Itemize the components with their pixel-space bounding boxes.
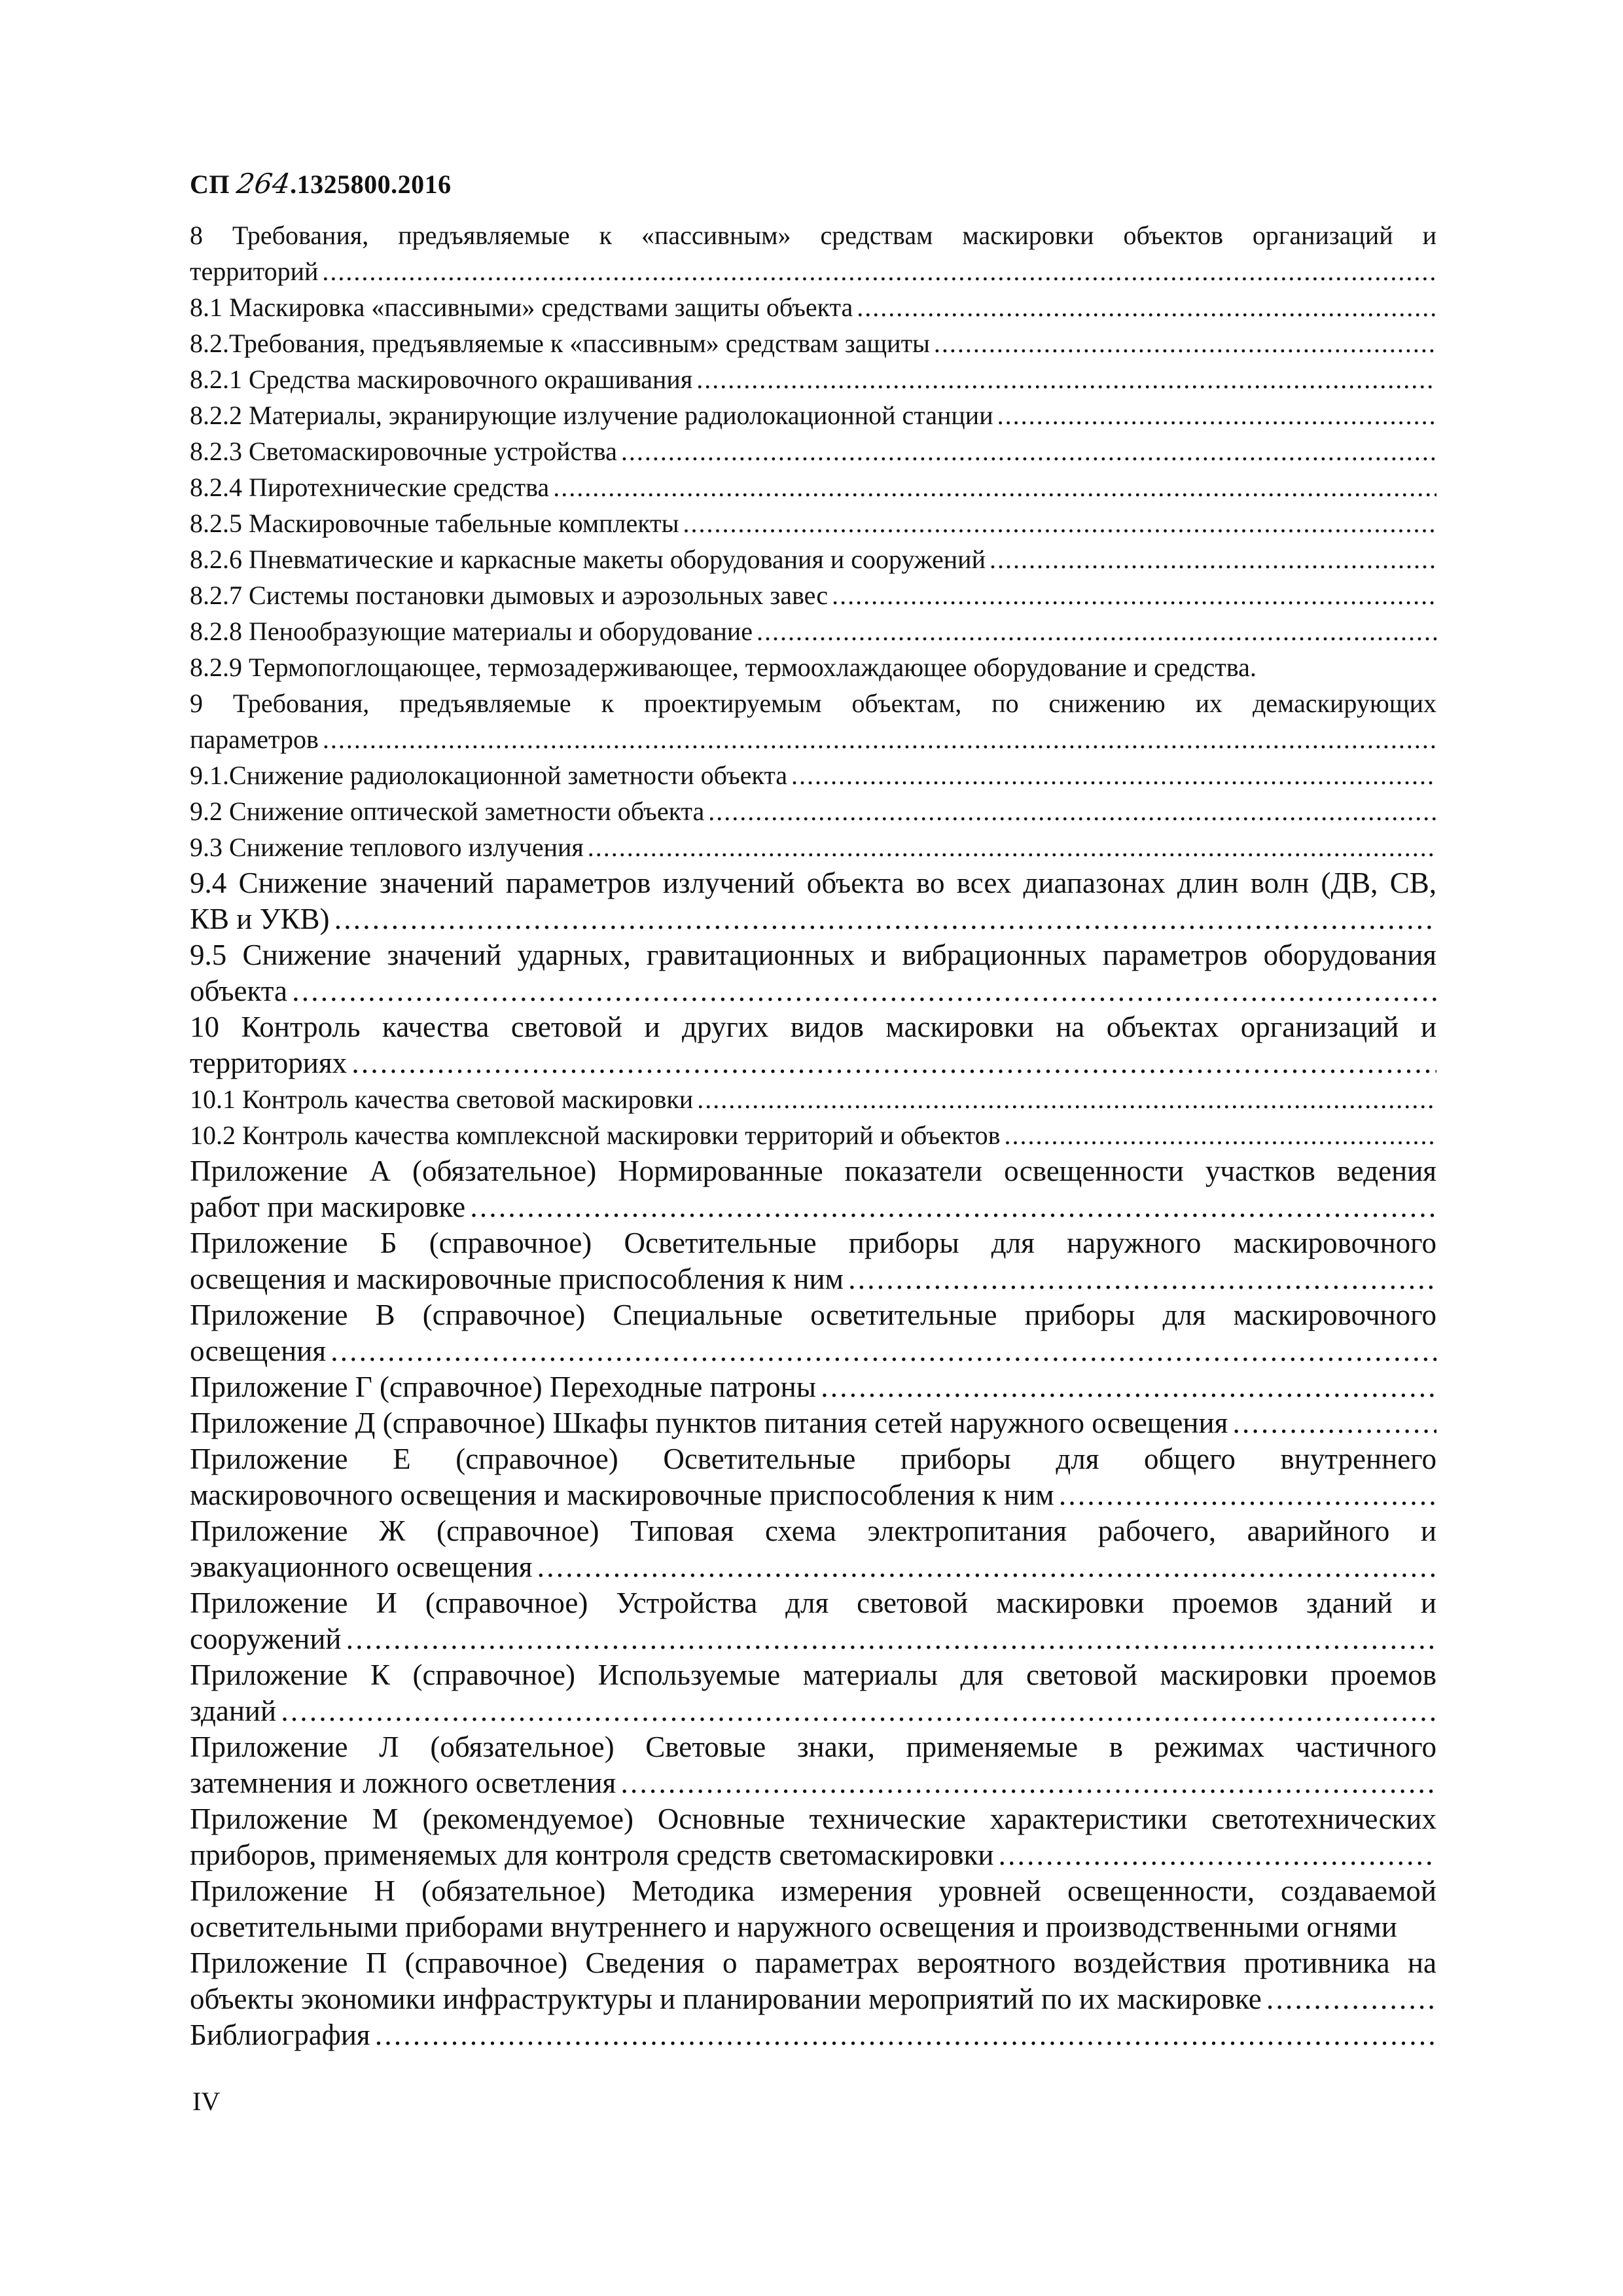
toc-entry [190, 217, 1436, 289]
toc-entry-line: приборов, применяемых для контроля средств светомаскировки . . . [190, 1837, 1436, 1873]
toc-entry-line: 10.2 Контроль качества комплексной маскировки территорий и объектов . . . [190, 1117, 1436, 1153]
toc-entry [190, 1153, 1436, 1225]
toc-entry-line: 8.2.Требования, предъявляемые к «пассивным» средствам защиты . . . [190, 325, 1436, 361]
toc-entry [190, 1225, 1436, 1297]
toc-entry [190, 1873, 1436, 1945]
toc-entry [190, 1657, 1436, 1729]
toc-entry-line: 8.2.2 Материалы, экранирующие излучение радиолокационной станции . . . [190, 397, 1436, 433]
toc-entry-line: Приложение А (обязательное) Нормированные показатели освещенности участков ведения [190, 1155, 1436, 1187]
toc-entry-line: 9.1.Снижение радиолокационной заметности объекта . . . [190, 757, 1436, 793]
toc-entry-line: осветительными приборами внутреннего и наружного освещения и производственными огнями [190, 1910, 1397, 1943]
toc-entry [190, 361, 1436, 397]
toc-entry-line: работ при маскировке . . . [190, 1189, 1436, 1225]
toc-entry [190, 1585, 1436, 1657]
toc-entry-line: Приложение М (рекомендуемое) Основные технические характеристики светотехнических [190, 1803, 1436, 1835]
toc-entry-line: территориях . . . [190, 1045, 1436, 1081]
toc-entry [190, 865, 1436, 937]
toc-entry-line: 8.2.3 Светомаскировочные устройства . . . [190, 433, 1436, 469]
toc-entry [190, 577, 1436, 613]
toc-entry-line: 9.4 Снижение значений параметров излучений объекта во всех диапазонах длин волн (ДВ, СВ, [190, 867, 1436, 899]
toc-entry [190, 1801, 1436, 1873]
toc-entry [190, 1297, 1436, 1369]
toc-entry-line: Приложение Ж (справочное) Типовая схема электропитания рабочего, аварийного и [190, 1515, 1436, 1547]
toc-entry-line: зданий . . . [190, 1693, 1436, 1729]
toc-entry-line: эвакуационного освещения . . . [190, 1549, 1436, 1585]
toc-entry-line: 9.3 Снижение теплового излучения . . . [190, 829, 1436, 865]
toc-entry [190, 829, 1436, 865]
toc-entry-line: Приложение И (справочное) Устройства для световой маскировки проемов зданий и [190, 1587, 1436, 1619]
toc-entry [190, 685, 1436, 757]
toc-entry-line: 8.2.8 Пенообразующие материалы и оборудование . . . [190, 613, 1436, 649]
toc-entry-line: 8 Требования, предъявляемые к «пассивным» средствам маскировки объектов организаций и [190, 221, 1436, 250]
toc-entry-line: освещения . . . [190, 1333, 1436, 1369]
toc-entry-line: 8.2.6 Пневматические и каркасные макеты оборудования и сооружений . . . [190, 541, 1436, 577]
toc-entry [190, 397, 1436, 433]
toc-entry-line: Приложение Г (справочное) Переходные патроны . . . [190, 1369, 1436, 1405]
toc-entry [190, 613, 1436, 649]
table-of-contents [190, 217, 1436, 2053]
toc-entry [190, 649, 1436, 685]
toc-entry-line: 8.2.4 Пиротехнические средства . . . [190, 469, 1436, 505]
toc-entry-line: территорий . . . [190, 253, 1436, 289]
toc-entry [190, 793, 1436, 829]
toc-entry [190, 469, 1436, 505]
toc-entry [190, 1441, 1436, 1513]
toc-entry-line: сооружений . . . [190, 1621, 1436, 1657]
toc-entry [190, 1513, 1436, 1585]
toc-entry-line: Приложение Б (справочное) Осветительные приборы для наружного маскировочного [190, 1227, 1436, 1259]
toc-entry [190, 505, 1436, 541]
toc-entry [190, 325, 1436, 361]
toc-entry-line: 9 Требования, предъявляемые к проектируемым объектам, по снижению их демаскирующих [190, 689, 1436, 718]
document-code [190, 168, 452, 200]
toc-entry-line: 8.2.5 Маскировочные табельные комплекты . . . [190, 505, 1436, 541]
toc-entry [190, 1081, 1436, 1117]
toc-entry-line: 8.2.1 Средства маскировочного окрашивания . . . [190, 361, 1436, 397]
toc-entry-line: 8.2.9 Термопоглощающее, термозадерживающее, термоохлаждающее оборудование и средства. [190, 653, 1257, 682]
toc-entry [190, 1945, 1436, 2017]
toc-entry-line: затемнения и ложного осветления . . . [190, 1765, 1436, 1801]
toc-entry [190, 937, 1436, 1009]
code-prefix: СП [190, 170, 237, 199]
toc-entry [190, 289, 1436, 325]
toc-entry [190, 541, 1436, 577]
toc-entry [190, 433, 1436, 469]
toc-entry [190, 1009, 1436, 1081]
toc-entry [190, 1117, 1436, 1153]
toc-entry [190, 2017, 1436, 2053]
code-suffix: .1325800.2016 [290, 170, 452, 199]
toc-entry-line: Приложение Е (справочное) Осветительные приборы для общего внутреннего [190, 1443, 1436, 1475]
toc-entry-line: 10 Контроль качества световой и других видов маскировки на объектах организаций и [190, 1011, 1436, 1043]
toc-entry-line: Приложение К (справочное) Используемые материалы для световой маскировки проемов [190, 1659, 1436, 1691]
toc-entry-line: 9.5 Снижение значений ударных, гравитационных и вибрационных параметров оборудования [190, 939, 1436, 971]
toc-entry-line: 9.2 Снижение оптической заметности объекта . . . [190, 793, 1436, 829]
handwritten-number: 264 [234, 168, 293, 200]
toc-entry [190, 1369, 1436, 1405]
toc-entry [190, 1729, 1436, 1801]
toc-entry [190, 757, 1436, 793]
toc-entry [190, 1405, 1436, 1441]
toc-entry-line: Приложение П (справочное) Сведения о параметрах вероятного воздействия противника на [190, 1946, 1436, 1979]
toc-entry-line: Приложение Д (справочное) Шкафы пунктов питания сетей наружного освещения . . . [190, 1405, 1436, 1441]
toc-entry-line: 10.1 Контроль качества световой маскировки . . . [190, 1081, 1436, 1117]
toc-entry-line: Библиография . . . [190, 2017, 1436, 2053]
toc-entry-line: КВ и УКВ) . . . [190, 901, 1436, 937]
toc-entry-line: Приложение Л (обязательное) Световые знаки, применяемые в режимах частичного [190, 1731, 1436, 1763]
toc-entry-line: Приложение Н (обязательное) Методика измерения уровней освещенности, создаваемой [190, 1874, 1436, 1907]
toc-entry-line: Приложение В (справочное) Специальные осветительные приборы для маскировочного [190, 1299, 1436, 1331]
toc-entry-line: 8.2.7 Системы постановки дымовых и аэрозольных завес . . . [190, 577, 1436, 613]
page-number: IV [192, 2087, 221, 2116]
toc-entry-line: объекта . . . [190, 973, 1436, 1009]
toc-entry-line: параметров . . . [190, 721, 1436, 757]
toc-entry-line: освещения и маскировочные приспособления к ним . . . [190, 1261, 1436, 1297]
toc-entry-line: объекты экономики инфраструктуры и планировании мероприятий по их маскировке . . . [190, 1981, 1436, 2017]
toc-entry-line: 8.1 Маскировка «пассивными» средствами защиты объекта . . . [190, 289, 1436, 325]
toc-entry-line: маскировочного освещения и маскировочные приспособления к ним . . . [190, 1477, 1436, 1513]
